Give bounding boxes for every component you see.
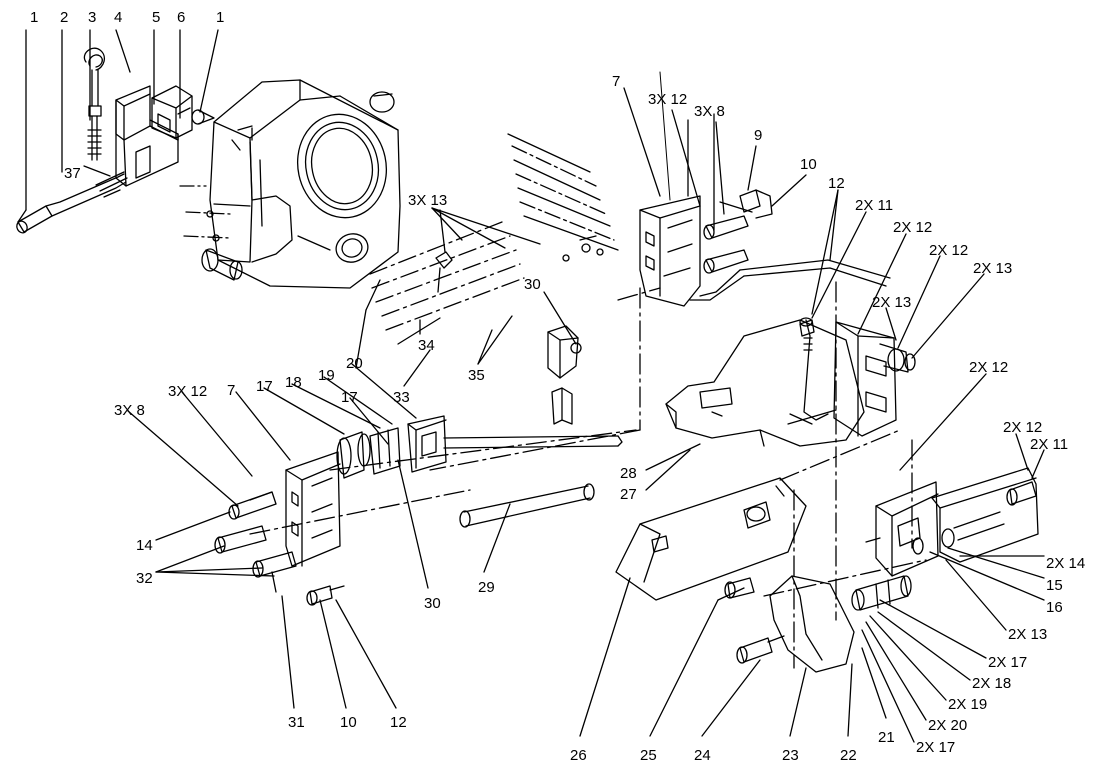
callout-number: 3X 12: [168, 383, 208, 400]
callout-number: 22: [840, 747, 857, 764]
callout-number: 24: [694, 747, 711, 764]
callout-number: 15: [1046, 577, 1063, 594]
callout-number: 2X 12: [893, 219, 933, 236]
callout-number: 2X 17: [916, 739, 956, 756]
callout-number: 2: [60, 9, 69, 26]
callout-number: 2X 11: [1030, 436, 1069, 453]
callout-number: 17: [341, 389, 358, 406]
callout-number: 37: [64, 165, 81, 182]
callout-number: 23: [782, 747, 799, 764]
callout-number: 3X 8: [114, 402, 145, 419]
callout-number: 19: [318, 367, 335, 384]
callout-number: 7: [612, 73, 621, 90]
callout-number: 12: [828, 175, 845, 192]
callout-number: 3X 13: [408, 192, 448, 209]
callout-number: 18: [285, 374, 302, 391]
callout-number: 35: [468, 367, 485, 384]
callout-number: 10: [800, 156, 817, 173]
callout-number: 25: [640, 747, 657, 764]
callout-number: 3X 12: [648, 91, 688, 108]
callout-number: 2X 12: [1003, 419, 1043, 436]
callout-number: 1: [216, 9, 225, 26]
callout-number: 26: [570, 747, 587, 764]
callout-number: 1: [30, 9, 39, 26]
callout-number: 10: [340, 714, 357, 731]
callout-number: 7: [227, 382, 236, 399]
callout-number: 21: [878, 729, 895, 746]
callout-number: 2X 13: [973, 260, 1013, 277]
callout-number: 20: [346, 355, 363, 372]
callout-number: 34: [418, 337, 435, 354]
callout-number: 28: [620, 465, 637, 482]
callout-number: 12: [390, 714, 407, 731]
callout-number: 3: [88, 9, 97, 26]
callout-number: 2X 13: [872, 294, 912, 311]
callout-number: 16: [1046, 599, 1063, 616]
callout-number: 2X 11: [855, 197, 894, 214]
callout-number: 31: [288, 714, 305, 731]
callout-number: 2X 19: [948, 696, 988, 713]
callout-number: 2X 17: [988, 654, 1028, 671]
callout-number: 2X 12: [969, 359, 1009, 376]
callout-number: 6: [177, 9, 186, 26]
callout-number: 5: [152, 9, 161, 26]
callout-number: 32: [136, 570, 153, 587]
callout-number: 30: [524, 276, 541, 293]
callout-number: 9: [754, 127, 763, 144]
callout-number: 3X 8: [694, 103, 725, 120]
callout-number: 2X 13: [1008, 626, 1048, 643]
callout-number: 29: [478, 579, 495, 596]
callout-number: 2X 12: [929, 242, 969, 259]
callout-number: 30: [424, 595, 441, 612]
callout-number: 2X 20: [928, 717, 968, 734]
callout-number: 4: [114, 9, 123, 26]
callout-number: 33: [393, 389, 410, 406]
callout-number: 14: [136, 537, 153, 554]
callout-number: 17: [256, 378, 273, 395]
callout-number: 27: [620, 486, 637, 503]
callout-number: 2X 14: [1046, 555, 1086, 572]
callout-number: 2X 18: [972, 675, 1012, 692]
